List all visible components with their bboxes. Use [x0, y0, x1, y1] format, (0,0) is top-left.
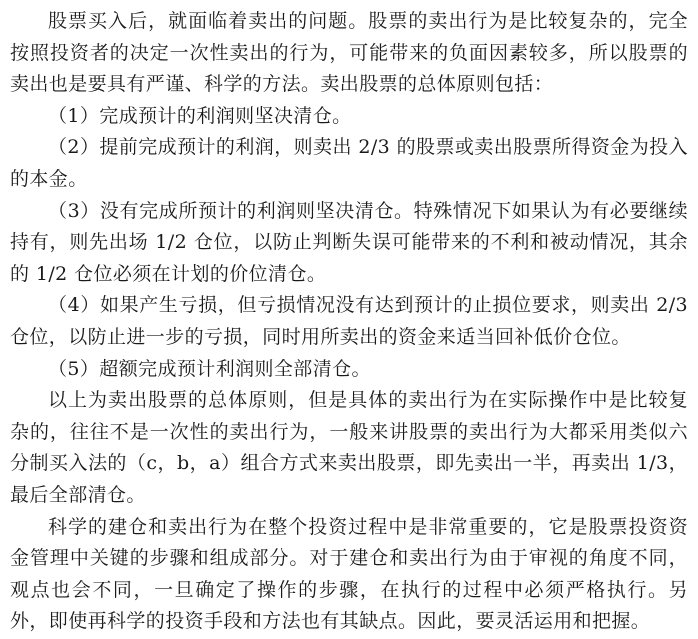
summary-paragraph: 以上为卖出股票的总体原则，但是具体的卖出行为在实际操作中是比较复杂的，往往不是一次性的卖出行为，一般来讲股票的卖出行为大都采用类似六分制买入法的（c，b，a）组合方式来卖出股票，即先卖出一半，再卖出 1/3，最后全部清仓。 — [10, 389, 688, 506]
rule-1-paragraph: （1）完成预计的利润则坚决清仓。 — [48, 104, 352, 127]
rule-2-paragraph: （2）提前完成预计的利润，则卖出 2/3 的股票或卖出股票所得资金为投入的本金。 — [10, 136, 688, 190]
intro-paragraph: 股票买入后，就面临着卖出的问题。股票的卖出行为是比较复杂的，完全按照投资者的决定一次性卖出的行为，可能带来的负面因素较多，所以股票的卖出也是要具有严谨、科学的方法。卖出股票的总体原则包括： — [10, 10, 688, 96]
rule-4-paragraph: （4）如果产生亏损，但亏损情况没有达到预计的止损位要求，则卖出 2/3 仓位，以防止进一步的亏损，同时用所卖出的资金来适当回补低价仓位。 — [10, 294, 688, 348]
conclusion-paragraph: 科学的建仓和卖出行为在整个投资过程中是非常重要的，它是股票投资资金管理中关键的步骤和组成部分。对于建仓和卖出行为由于审视的角度不同，观点也会不同，一旦确定了操作的步骤，在执行的过程中必须严格执行。另外，即使再科学的投资手段和方法也有其缺点。因此，要灵活运用和把握。 — [10, 515, 688, 633]
rule-5-paragraph: （5）超额完成预计利润则全部清仓。 — [48, 357, 371, 380]
rule-3-paragraph: （3）没有完成所预计的利润则坚决清仓。特殊情况下如果认为有必要继续持有，则先出场 1/2 仓位，以防止判断失误可能带来的不利和被动情况，其余的 1/2 仓位必须在计划的价位清仓。 — [10, 199, 688, 285]
